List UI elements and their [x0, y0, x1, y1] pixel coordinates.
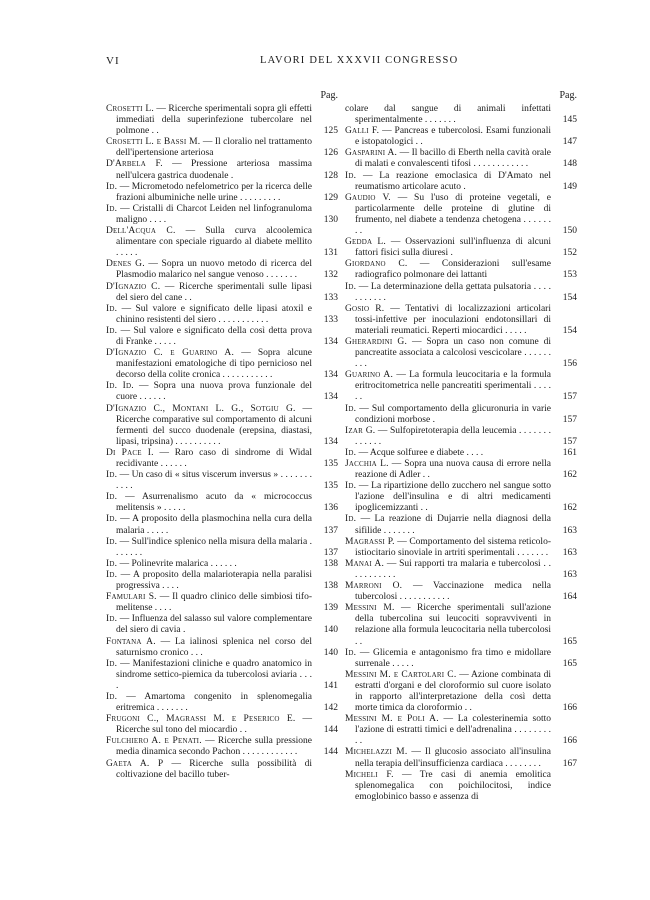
entry-author: Crosetti L. e Bassi M. — [106, 137, 201, 148]
index-entry — [106, 470, 338, 492]
entry-page-number: 134 — [323, 392, 338, 403]
entry-author: Guarino A. — [345, 370, 394, 381]
entry-title: — Glicemia e antagonismo fra timo e midollare surrenale . . . . . — [355, 647, 551, 669]
entry-author: Giordano C. — [345, 259, 408, 270]
entry-author: Id. — [106, 181, 118, 192]
entry-title: — Sul comportamento della glicuronuria in varie condizioni morbose . — [355, 403, 551, 425]
entry-page-number: 128 — [323, 170, 338, 181]
index-entry — [106, 282, 338, 304]
entry-page-number: 136 — [323, 503, 338, 514]
index-entry — [106, 137, 338, 159]
entry-page-number: 162 — [562, 503, 577, 514]
index-entry — [345, 237, 577, 259]
index-entry — [345, 193, 577, 237]
entry-page-number: 163 — [562, 525, 577, 536]
index-entry — [106, 714, 338, 736]
index-entry — [345, 481, 577, 514]
entry-page-number: 130 — [323, 214, 338, 225]
entry-title: — La formula leucocitaria e la formula eritrocitometrica nelle pancreatiti sperimentali . . . . . . — [355, 370, 551, 403]
entry-author: Id. — [106, 691, 118, 702]
entry-title: — Un caso di « situs viscerum inversus » . . . . . . . . . . . — [116, 470, 312, 492]
entry-page-number: 167 — [562, 758, 577, 769]
index-entry — [345, 337, 577, 370]
entry-title: — A proposito della malarioterapia nella paralisi progressiva . . . . — [116, 569, 312, 592]
entry-author: Id. — [345, 281, 357, 292]
index-entry — [106, 637, 338, 659]
entry-author: Gosio R. — [345, 303, 385, 314]
index-entry — [345, 304, 577, 337]
entry-author: Id. — [345, 481, 357, 492]
entry-page-number: 132 — [323, 270, 338, 281]
entry-title: — A proposito della plasmochina nella cura della malaria . . . . . — [116, 514, 312, 536]
index-entry — [106, 404, 338, 448]
entry-title: — Polinevrite malarica . . . . . . — [117, 558, 237, 569]
entry-title: — Ricerche sulla possibilità di coltivazione del bacillo tuber- — [116, 758, 312, 780]
entry-page-number: 161 — [562, 447, 577, 458]
entry-author: Id. — [106, 303, 118, 314]
entry-title: — Influenza del salasso sul valore complementare del siero di cavia . — [116, 614, 312, 636]
index-entry — [106, 537, 338, 559]
index-entry — [345, 581, 577, 603]
entry-author: Id. — [345, 514, 357, 525]
index-entry — [345, 282, 577, 304]
running-title: LAVORI DEL XXXVII CONGRESSO — [260, 55, 459, 66]
entry-author: Messini M. e Poli A. — [345, 714, 439, 725]
index-entry — [345, 148, 577, 170]
entry-page-number: 156 — [562, 359, 577, 370]
page-number: VI — [106, 55, 120, 67]
index-entry — [106, 204, 338, 226]
entry-title: — La reazione emoclasica di D'Amato nel reumatismo articolare acuto . — [355, 170, 551, 192]
entry-page-number: 164 — [562, 592, 577, 603]
entry-author: Galli F. — [345, 126, 380, 137]
entry-page-number: 166 — [562, 703, 577, 714]
index-entry — [345, 537, 577, 559]
entry-page-number: 141 — [323, 680, 338, 691]
index-entry — [106, 381, 338, 403]
entry-title: — Comportamento del sistema reticolo-istiocitario sinoviale in artriti sperimentali . . . . . . . — [355, 536, 551, 558]
index-entry — [345, 747, 577, 769]
entry-page-number: 133 — [323, 292, 338, 303]
entry-title: — Ricerche sul tono del miocardio . . — [116, 714, 313, 736]
entry-author: Id. — [106, 658, 118, 669]
entry-author: Id. — [106, 569, 118, 580]
entry-title: — Amartoma congenito in splenomegalia eritremica . . . . . . . — [116, 691, 312, 714]
entry-page-number: 144 — [323, 725, 338, 736]
entry-author: Jacchia L. — [345, 459, 389, 469]
entry-author: Gedda L. — [345, 237, 386, 248]
index-entry — [345, 126, 577, 148]
entry-page-number: 137 — [323, 547, 338, 558]
entry-page-number: 138 — [323, 581, 338, 592]
index-entry — [345, 603, 577, 647]
index-entry — [106, 226, 338, 259]
entry-page-number: 135 — [323, 481, 338, 492]
entry-title: — Ricerche sulla pressione media dinamica secondo Pachon . . . . . . . . . . . . — [116, 736, 313, 758]
entry-author: Id. — [345, 447, 357, 458]
entry-page-number: 157 — [562, 436, 577, 447]
index-entry-list — [106, 104, 338, 781]
entry-title: — Asurrenalismo acuto da « micrococcus melitensis » . . . . . — [116, 492, 312, 514]
entry-page-number: 142 — [323, 703, 338, 714]
index-entry — [345, 714, 577, 747]
index-entry — [106, 514, 338, 536]
entry-author: Id. — [106, 536, 118, 547]
index-entry — [345, 648, 577, 670]
entry-title: — La ripartizione dello zucchero nel sangue sotto l'azione dell'insulina e di altri medicamenti ipoglicemizzanti . . — [355, 481, 551, 514]
index-entry — [106, 614, 338, 636]
entry-page-number: 139 — [323, 603, 338, 614]
index-entry — [106, 348, 338, 381]
entry-page-number: 165 — [562, 658, 577, 669]
entry-title: — Sopra una nuova prova funzionale del cuore . . . . . . — [116, 381, 312, 403]
entry-title: — Il quadro clinico delle simbiosi tifo-melitense . . . . — [116, 592, 312, 614]
entry-page-number: 145 — [562, 115, 577, 126]
entry-page-number: 163 — [562, 569, 577, 580]
entry-page-number: 133 — [323, 314, 338, 325]
entry-author: Gasparini A. — [345, 148, 398, 159]
entry-title: — Il glucosio associato all'insulina nella terapia dell'insufficienza cardiaca . . . . . . . . — [355, 747, 552, 769]
entry-page-number: 134 — [323, 436, 338, 447]
entry-page-number: 157 — [562, 414, 577, 425]
entry-title: — Manifestazioni cliniche e quadro anatomico in sindrome settico-piemica da tubercolosi aviaria . . . . — [116, 658, 312, 691]
entry-author: Gherardini G. — [345, 336, 408, 347]
entry-page-number: 165 — [562, 636, 577, 647]
index-column-right — [345, 90, 577, 803]
entry-author: Id. — [106, 203, 118, 214]
entry-title: — Raro caso di sindrome di Widal recidivante . . . . . . — [116, 447, 312, 469]
entry-page-number: 149 — [562, 181, 577, 192]
entry-author: Id. — [106, 558, 118, 569]
entry-title: — Tre casi di anemia emolitica splenomegalica con poichilocitosi, indice emoglobinico basso e assenza di — [355, 769, 551, 802]
entry-page-number: 144 — [323, 747, 338, 758]
entry-author: Micheli F. — [345, 769, 394, 780]
entry-title: — Sopra un nuovo metodo di ricerca del Plasmodio malarico nel sangue venoso . . . . . . . — [116, 259, 312, 281]
entry-title: — Il bacillo di Eberth nella cavità orale di malati e convalescenti tifosi . . . . . . . . . . . . — [355, 148, 551, 170]
entry-author: Marroni O. — [345, 581, 403, 592]
entry-title: — Sui rapporti tra malaria e tubercolosi . . . . . . . . . . . — [355, 558, 551, 580]
index-entry — [345, 514, 577, 536]
entry-page-number: 126 — [323, 148, 338, 159]
entry-title: — Sull'indice splenico nella misura della malaria . . . . . . . — [116, 536, 312, 558]
entry-page-number: 137 — [323, 525, 338, 536]
index-entry — [345, 770, 577, 803]
entry-author: Messini M. — [345, 603, 395, 614]
entry-title: — Pressione arteriosa massima nell'ulcera gastrica duodenale . — [116, 159, 312, 181]
entry-title: — Su l'uso di proteine vegetali, e particolarmente delle proteine di glutine di frumento, nel diabete a tendenza chetogena . . . . . . . . — [355, 192, 551, 237]
entry-author: Messini M. e Cartolari C. — [345, 669, 457, 680]
entry-page-number: 140 — [323, 625, 338, 636]
entry-title: — La reazione di Dujarrie nella diagnosi della sifilide . . . . . . . — [355, 514, 551, 536]
entry-title: — La ialinosi splenica nel corso del saturnismo cronico . . . — [116, 636, 312, 658]
entry-title: — Ricerche sperimentali sull'azione della tubercolina sui leucociti sopravviventi in relazione alla formula leucocitaria nella tubercolosi . . — [355, 603, 551, 647]
entry-page-number: 154 — [562, 292, 577, 303]
entry-page-number: 166 — [562, 736, 577, 747]
entry-title: — La colesterinemia sotto l'azione di estratti timici e dell'adrenalina . . . . . . . . . . — [355, 714, 551, 747]
index-entry — [106, 104, 338, 137]
index-entry — [345, 559, 577, 581]
index-entry — [106, 492, 338, 514]
entry-page-number: 152 — [562, 248, 577, 259]
index-entry — [106, 736, 338, 758]
entry-author: Id. — [345, 403, 357, 414]
index-entry — [106, 692, 338, 714]
index-entry-list — [345, 104, 577, 803]
entry-author: D'Ignazio C. e Guarino A. — [106, 348, 235, 359]
index-entry — [106, 259, 338, 281]
entry-page-number: 154 — [562, 325, 577, 336]
entry-author: D'Ignazio C., Montani L. G., Sotgiu G. — [106, 403, 296, 414]
entry-title: colare dal sangue di animali infettati sperimentalmente . . . . . . . — [345, 104, 551, 126]
index-entry — [345, 459, 577, 481]
entry-title: — Acque solfuree e diabete . . . . — [356, 447, 484, 458]
index-entry — [106, 182, 338, 204]
index-entry — [106, 326, 338, 348]
entry-page-number: 157 — [562, 392, 577, 403]
entry-author: Manai A. — [345, 558, 385, 569]
entry-title: — Vaccinazione medica nella tubercolosi . . . . . . . . . . . — [355, 581, 551, 603]
entry-page-number: 140 — [323, 647, 338, 658]
entry-page-number: 138 — [323, 558, 338, 569]
entry-author: Dell'Acqua C. — [106, 226, 176, 237]
entry-page-number: 148 — [562, 159, 577, 170]
entry-page-number: 129 — [323, 192, 338, 203]
entry-author: D'Arbela F. — [106, 159, 163, 170]
entry-title: — Azione combinata di estratti d'organi e del cloroformio sul cuore isolato in rapporto all'interpretazione della così detta morte timica da cloroformio . . — [355, 669, 551, 714]
entry-title: — Sulla curva alcoolemica alimentare con speciale riguardo al diabete mellito . . . . . — [116, 226, 312, 259]
index-entry — [106, 159, 338, 181]
entry-title: — Sul valore e significato della così detta prova di Franke . . . . . — [116, 325, 312, 347]
entry-author: Izar G. — [345, 425, 376, 436]
index-column-left — [106, 90, 338, 781]
page-column-label: Pag. — [320, 90, 338, 101]
index-entry — [345, 171, 577, 193]
index-entry — [106, 448, 338, 470]
entry-title: — Micrometodo nefelometrico per la ricerca delle frazioni albuminiche nelle urine . . . . . . . . . — [116, 181, 312, 203]
index-entry — [106, 759, 338, 781]
index-entry — [345, 426, 577, 448]
entry-author: Famulari S. — [106, 592, 157, 603]
entry-title: — Pancreas e tubercolosi. Esami funzionali e istopatologici . . — [355, 126, 552, 148]
entry-title: — Sopra una nuova causa di errore nella reazione di Adler . . — [355, 459, 551, 481]
entry-author: Gaudio V. — [345, 192, 391, 203]
entry-author: Di Pace I. — [106, 447, 154, 458]
entry-title: — Ricerche sperimentali sulle lipasi del siero del cane . . — [116, 281, 312, 303]
entry-page-number: 134 — [323, 370, 338, 381]
index-entry — [345, 104, 577, 126]
index-entry — [106, 592, 338, 614]
entry-author: Id. — [345, 170, 357, 181]
index-entry — [345, 670, 577, 714]
entry-page-number: 153 — [562, 270, 577, 281]
entry-author: Id. — [345, 647, 357, 658]
entry-title: — Sulfopiretoterapia della leucemia . . . . . . . . . . . . . — [355, 425, 551, 447]
entry-title: — Considerazioni sull'esame radiografico polmonare dei lattanti — [355, 259, 551, 281]
entry-author: Michelazzi M. — [345, 747, 408, 758]
entry-title: — Sul valore e significato delle lipasi atoxil e chinino resistenti del siero . . . . . . . . . . . — [116, 303, 312, 325]
entry-author: Fontana A. — [106, 636, 156, 647]
entry-page-number: 162 — [562, 470, 577, 481]
entry-page-number: 131 — [323, 248, 338, 259]
entry-page-number: 163 — [562, 547, 577, 558]
entry-title: — Ricerche comparative sul comportamento di alcuni fermenti del succo duodenale (erepsina, diastasi, lipasi, tripsina) . . . . . . . . . . — [116, 403, 312, 447]
entry-author: Fulchiero A. e Penati. — [106, 736, 202, 747]
entry-title: — Osservazioni sull'influenza di alcuni fattori fisici sulla diuresi . — [355, 237, 551, 259]
entry-title: — Ricerche sperimentali sopra gli effetti immediati della superinfezione tubercolare nel polmone . . — [116, 104, 312, 137]
entry-page-number: 134 — [323, 336, 338, 347]
entry-author: Id. — [106, 514, 118, 525]
entry-author: Id. Id. — [106, 381, 134, 392]
page-column-label: Pag. — [559, 90, 577, 101]
entry-title: — Il cloralio nel trattamento dell'ipertensione arteriosa — [116, 137, 312, 159]
index-entry — [345, 370, 577, 403]
entry-author: Id. — [106, 470, 118, 481]
page-header — [0, 55, 650, 71]
entry-author: Denes G. — [106, 259, 145, 270]
entry-author: Frugoni C., Magrassi M. e Peserico E. — [106, 714, 296, 725]
index-entry — [345, 448, 577, 459]
entry-title: — Tentativi di localizzazioni articolari tossi-infettive per inoculazioni endotonsillari di materiali reumatici. Reperti miocardici . . . . . — [355, 303, 551, 336]
entry-author: Id. — [106, 492, 118, 503]
entry-author: Crosetti L. — [106, 104, 154, 114]
entry-title: — Sopra alcune manifestazioni ematologiche di tipo pernicioso nel decorso della colite cronica . . . . . . . . . . . — [116, 348, 312, 381]
entry-title: — Sopra un caso non comune di pancreatite associata a calcolosi vescicolare . . . . . . . . . — [355, 336, 551, 370]
entry-author: Gaeta A. P — [106, 758, 164, 769]
index-entry — [106, 570, 338, 592]
entry-author: Magrassi P. — [345, 536, 395, 547]
index-entry — [106, 559, 338, 570]
index-entry — [345, 259, 577, 281]
entry-author: Id. — [106, 325, 118, 336]
entry-title: — Cristalli di Charcot Leiden nel linfogranuloma maligno . . . . — [116, 203, 312, 225]
entry-page-number: 125 — [323, 126, 338, 137]
entry-page-number: 147 — [562, 137, 577, 148]
index-entry — [106, 659, 338, 692]
entry-page-number: 150 — [562, 226, 577, 237]
index-entry — [106, 304, 338, 326]
entry-author: D'Ignazio C. — [106, 281, 161, 292]
entry-title: — La determinazione della gettata pulsatoria . . . . . . . . . . . — [355, 281, 551, 303]
index-entry — [345, 404, 577, 426]
entry-page-number: 135 — [323, 459, 338, 469]
entry-author: Id. — [106, 614, 118, 625]
